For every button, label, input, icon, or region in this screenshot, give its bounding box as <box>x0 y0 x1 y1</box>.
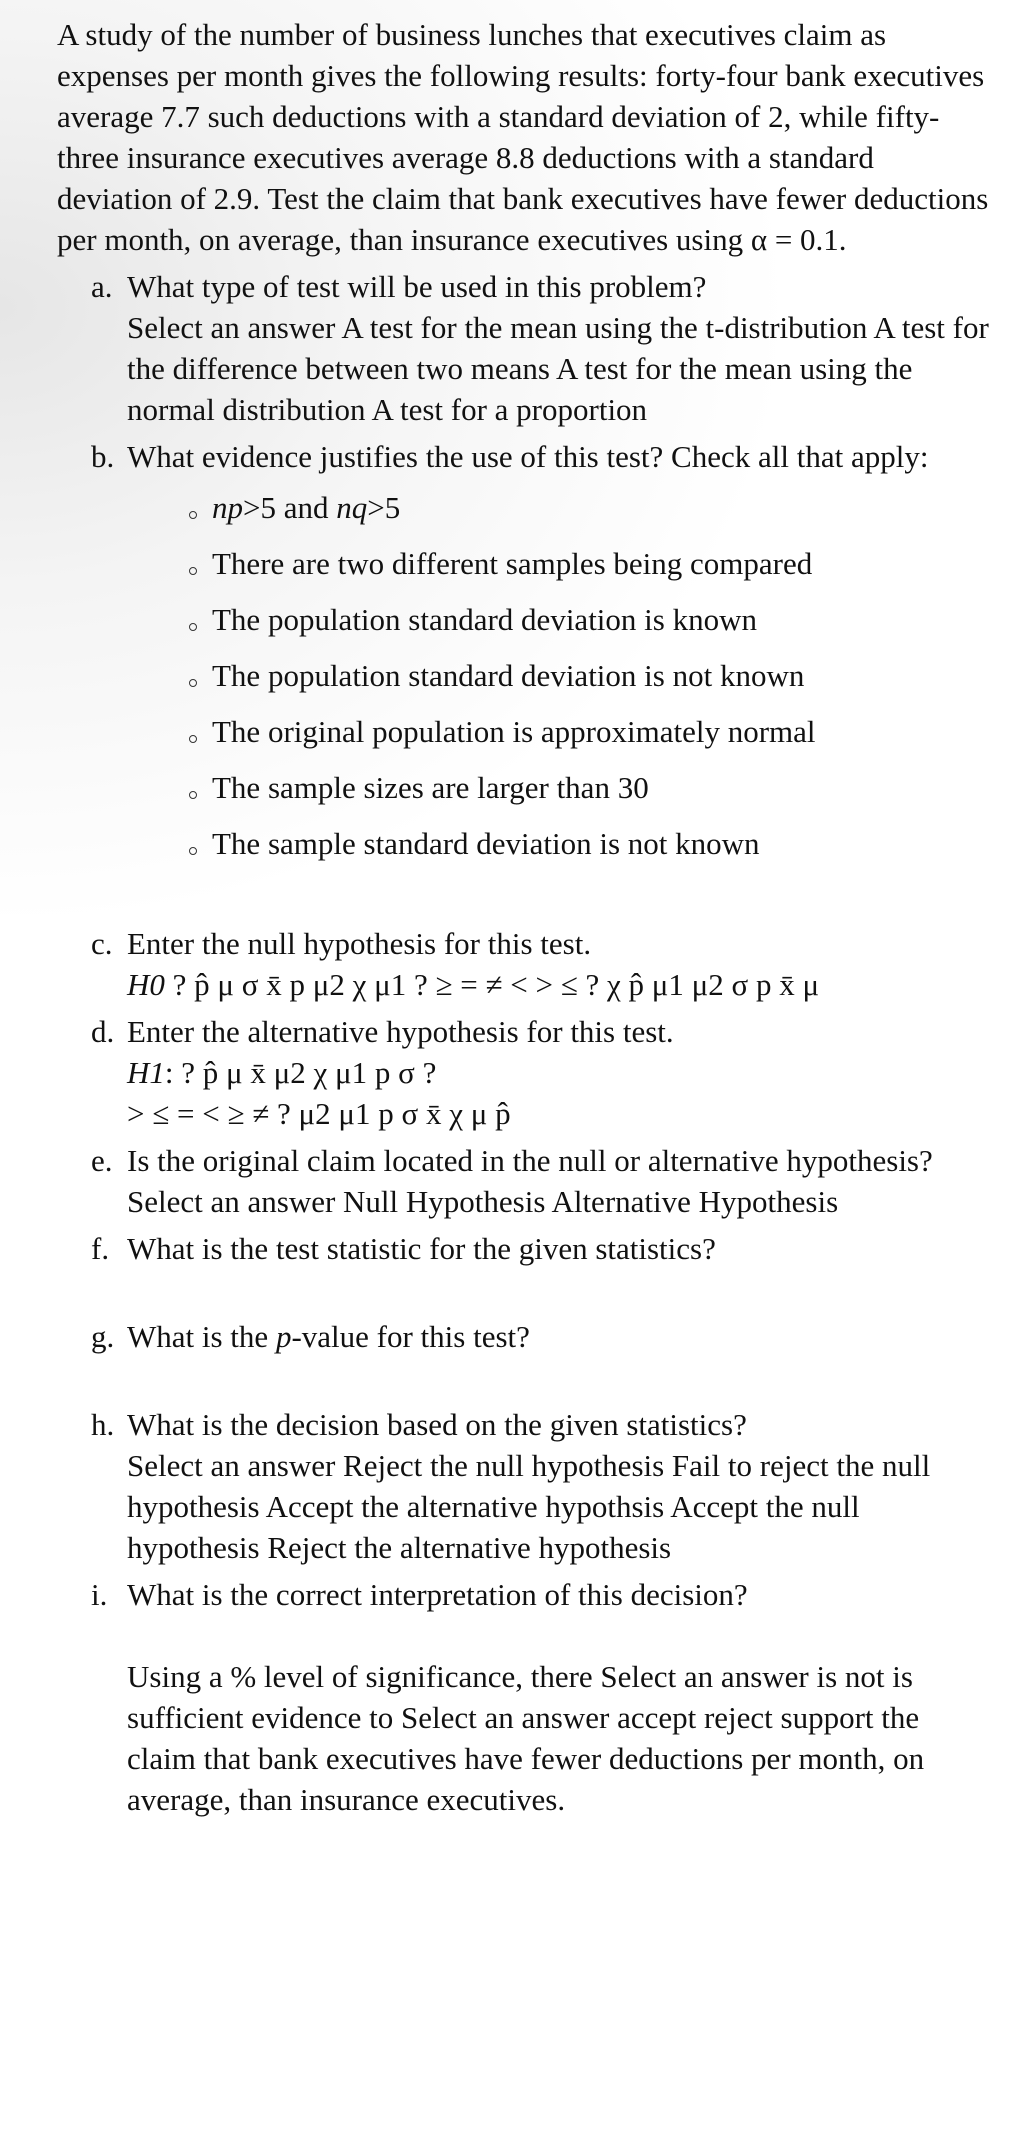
alt-hypothesis-row <box>127 1052 992 1093</box>
alt-hypothesis-label: H1 <box>127 1055 165 1090</box>
bullet-icon <box>189 847 197 855</box>
test-statistic-answer-area[interactable] <box>127 1269 992 1310</box>
p-value-answer-area[interactable] <box>127 1357 992 1398</box>
alt-hypothesis-selects-2[interactable]: > ≤ = < ≥ ≠ ? μ2 μ1 p σ x̄ χ μ p̂ <box>127 1096 511 1131</box>
question-letter: b. <box>91 439 115 474</box>
question-letter: d. <box>91 1014 115 1049</box>
question-c <box>57 923 992 1005</box>
question-letter: a. <box>91 269 113 304</box>
claim-location-select[interactable]: Select an answer Null Hypothesis Alternative Hypothesis <box>127 1184 839 1219</box>
question-prompt: Enter the alternative hypothesis for this test. <box>127 1014 674 1049</box>
question-letter: c. <box>91 926 113 961</box>
question-i <box>57 1574 992 1820</box>
question-prompt: Is the original claim located in the null or alternative hypothesis? <box>127 1143 933 1178</box>
spacer <box>127 1615 992 1656</box>
question-prompt: What evidence justifies the use of this test? Check all that apply: <box>127 439 929 474</box>
evidence-option[interactable]: There are two different samples being compared <box>189 543 992 584</box>
question-letter: f. <box>91 1231 110 1266</box>
question-a <box>57 266 992 430</box>
question-letter: e. <box>91 1143 113 1178</box>
question-e <box>57 1140 992 1222</box>
evidence-option[interactable]: The population standard deviation is not known <box>189 655 992 696</box>
question-g <box>57 1316 992 1398</box>
evidence-option[interactable]: The sample sizes are larger than 30 <box>189 767 992 808</box>
question-h <box>57 1404 992 1568</box>
decision-select[interactable]: Select an answer Reject the null hypothesis Fail to reject the null hypothesis Accept the alternative hypothsis Accept the null hypothesis Reject the alternative hypothesis <box>127 1448 931 1565</box>
bullet-icon <box>189 511 197 519</box>
test-type-select[interactable]: Select an answer A test for the mean using the t-distribution A test for the difference between two means A test for the mean using the normal distribution A test for a proportion <box>127 310 989 427</box>
question-letter: i. <box>91 1577 108 1612</box>
alt-hypothesis-selects[interactable]: : ? p̂ μ x̄ μ2 χ μ1 p σ ? <box>164 1055 437 1090</box>
bullet-icon <box>189 791 197 799</box>
question-letter: h. <box>91 1407 115 1442</box>
evidence-checklist <box>127 487 992 864</box>
question-prompt: What is the decision based on the given statistics? <box>127 1407 747 1442</box>
question-prompt: What is the correct interpretation of this decision? <box>127 1577 748 1612</box>
question-letter: g. <box>91 1319 115 1354</box>
bullet-icon <box>189 623 197 631</box>
question-prompt: What type of test will be used in this problem? <box>127 269 707 304</box>
question-prompt: What is the p-value for this test? <box>127 1319 530 1354</box>
question-b <box>57 436 992 864</box>
problem-statement: A study of the number of business lunches that executives claim as expenses per month gives the following results: forty-four bank executives average 7.7 such deductions with a standard deviation of 2, while fifty-three insurance executives average 8.8 deductions with a standard deviation of 2.9. Test the claim that bank executives have fewer deductions per month, on average, than insurance executives using α = 0.1. <box>57 17 989 257</box>
question-prompt: Enter the null hypothesis for this test. <box>127 926 592 961</box>
question-page <box>57 14 992 1820</box>
question-d <box>57 1011 992 1134</box>
evidence-option[interactable]: The population standard deviation is known <box>189 599 992 640</box>
null-hypothesis-row <box>127 964 992 1005</box>
bullet-icon <box>189 567 197 575</box>
spacer <box>57 879 992 917</box>
evidence-option-np-nq[interactable]: np>5 and nq>5 <box>189 487 992 528</box>
interpretation-text[interactable]: Using a % level of significance, there Select an answer is not is sufficient evidence to Select an answer accept reject support the claim that bank executives have fewer deductions per month, on average, than insurance executives. <box>127 1659 925 1817</box>
null-hypothesis-selects[interactable]: ? p̂ μ σ x̄ p μ2 χ μ1 ? ≥ = ≠ < > ≤ ? χ p̂ μ1 μ2 σ p x̄ μ <box>164 967 820 1002</box>
question-prompt: What is the test statistic for the given statistics? <box>127 1231 716 1266</box>
evidence-option[interactable]: The sample standard deviation is not known <box>189 823 992 864</box>
question-f <box>57 1228 992 1310</box>
evidence-option[interactable]: The original population is approximately normal <box>189 711 992 752</box>
bullet-icon <box>189 735 197 743</box>
null-hypothesis-label: H0 <box>127 967 165 1002</box>
bullet-icon <box>189 679 197 687</box>
